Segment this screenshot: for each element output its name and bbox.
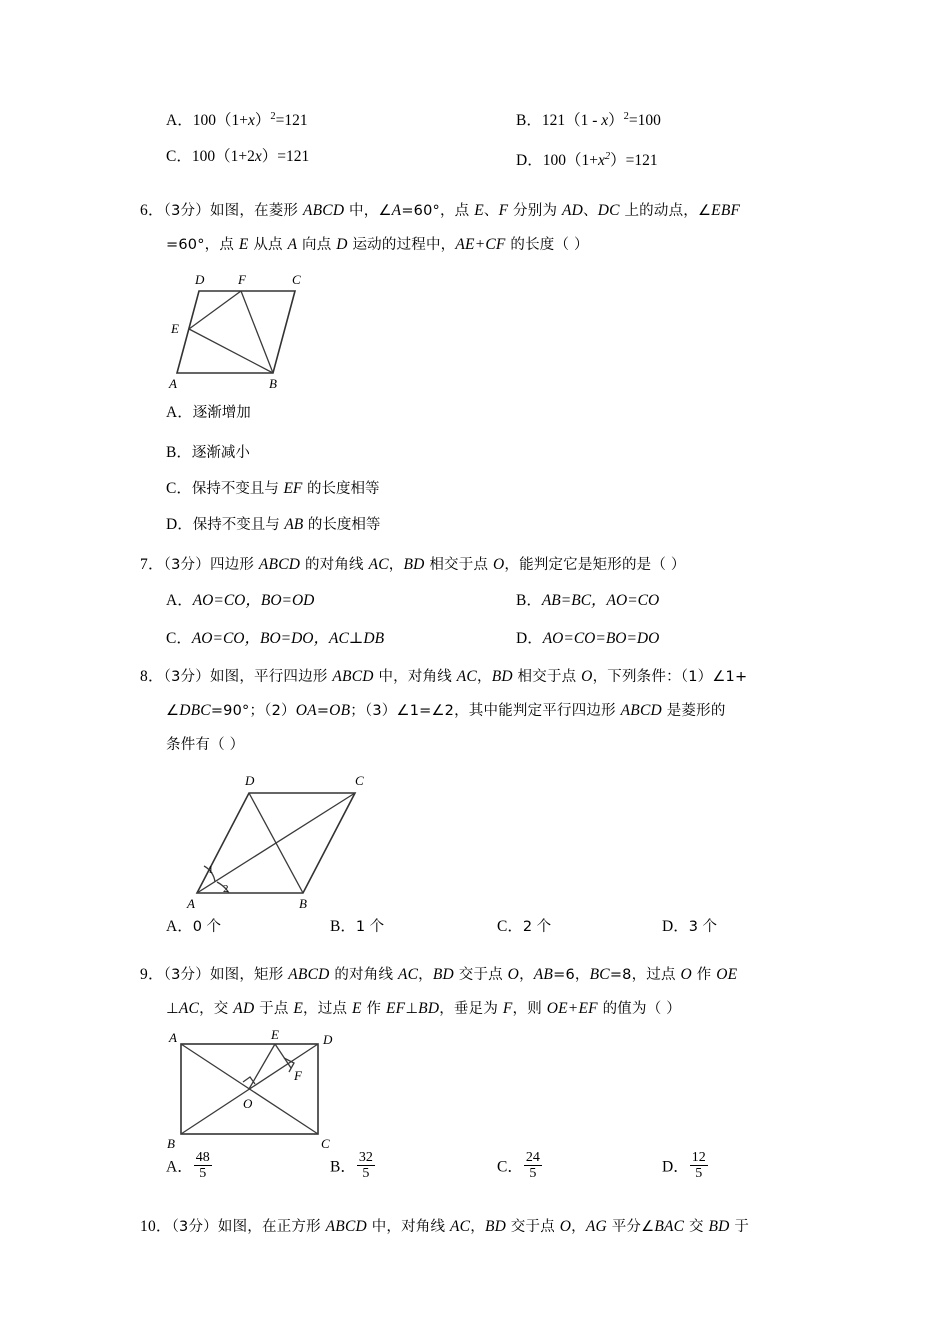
- q8-label-angle2: 2: [223, 883, 229, 895]
- q9-label-C: C: [321, 1136, 330, 1150]
- q5-option-a-label: A．: [166, 112, 193, 130]
- q9-option-d-fraction: $\frac{12}{5}$: [691, 1150, 706, 1181]
- q5-option-c[interactable]: [166, 142, 309, 172]
- q5-option-b-exponent: 2: [623, 111, 629, 122]
- q5-option-c-lead: 100（1+2: [191, 148, 255, 165]
- q9-points: （3分）: [163, 967, 210, 983]
- q9-option-b[interactable]: B． $\frac{32}{5}$: [330, 1150, 373, 1181]
- q8-option-c[interactable]: C．2 个: [497, 918, 552, 935]
- q6-figure-rhombus: [155, 265, 325, 390]
- q5-option-d-tail: =121: [625, 152, 658, 170]
- q5-option-b-label: B．: [516, 112, 542, 130]
- q9-label-B: B: [167, 1136, 175, 1150]
- q9-option-a-fraction: $\frac{48}{5}$: [195, 1150, 210, 1181]
- q8-option-d[interactable]: D．3 个: [662, 918, 718, 935]
- q5-option-c-label: C．: [166, 148, 192, 165]
- q8-option-a[interactable]: A．0 个: [166, 918, 222, 935]
- q9-figure-rectangle: [163, 1030, 348, 1150]
- q8-label-A: A: [187, 896, 195, 910]
- q5-option-c-var: x: [254, 148, 262, 165]
- q9-label-O: O: [243, 1096, 253, 1111]
- q7-option-a[interactable]: A．AO=CO，BO=OD: [166, 592, 315, 609]
- q7-points: （3分）: [163, 557, 210, 573]
- q9-number: 9．: [140, 966, 164, 983]
- q5-option-a-lead: 100（1+: [192, 112, 248, 130]
- q9-option-c[interactable]: C． $\frac{24}{5}$: [497, 1150, 540, 1181]
- q6-option-d[interactable]: D．保持不变且与 AB 的长度相等: [166, 516, 381, 533]
- q6-label-D: D: [195, 272, 205, 287]
- q8-label-angle1: 1: [208, 864, 214, 876]
- q9-option-c-fraction: $\frac{24}{5}$: [525, 1150, 540, 1181]
- q7-option-b[interactable]: B．AB=BC，AO=CO: [516, 592, 660, 609]
- q8-label-B: B: [299, 896, 307, 910]
- q9-option-b-fraction: $\frac{32}{5}$: [358, 1150, 373, 1181]
- q5-option-c-close: ）: [261, 148, 278, 165]
- q6-label-B: B: [269, 376, 277, 390]
- q6-label-A: A: [169, 376, 177, 390]
- q5-option-a-close: ）: [254, 112, 271, 130]
- q7-number: 7．: [140, 556, 164, 573]
- q5-option-b-tail: =100: [628, 112, 661, 130]
- q9-label-D: D: [323, 1032, 333, 1047]
- q6-option-b[interactable]: B．逐渐减小: [166, 444, 250, 461]
- q6-label-E: E: [171, 321, 179, 336]
- q5-option-d-var: x: [597, 152, 605, 170]
- q8-label-D: D: [245, 773, 255, 788]
- q8-label-C: C: [355, 773, 364, 788]
- q9-stem-line1: 9．（3分）如图，矩形 ABCD 的对角线 AC，BD 交于点 O，AB=6，BC=8，过点 O 作 OE: [140, 966, 738, 983]
- q8-stem-line2: ∠DBC=90°；（2）OA=OB；（3）∠1=∠2，其中能判定平行四边形 ABCD 是菱形的: [166, 702, 726, 719]
- q8-points: （3分）: [163, 669, 210, 685]
- q5-option-a[interactable]: [166, 102, 308, 136]
- q8-number: 8．: [140, 668, 164, 685]
- q6-option-a[interactable]: A．逐渐增加: [166, 404, 251, 421]
- q5-option-d-lead: 100（1+: [542, 152, 598, 170]
- q10-points: （3分）: [171, 1219, 218, 1235]
- q6-option-c[interactable]: C．保持不变且与 EF 的长度相等: [166, 480, 380, 497]
- q10-stem-line1: 10．（3分）如图，在正方形 ABCD 中，对角线 AC，BD 交于点 O，AG 平分∠BAC 交 BD 于: [140, 1218, 750, 1235]
- q5-option-b-lead: 121（1 -: [541, 112, 602, 130]
- q5-option-c-tail: =121: [277, 148, 310, 165]
- q5-option-d-close: ）: [610, 152, 626, 170]
- q8-option-b[interactable]: B．1 个: [330, 918, 385, 935]
- q10-number: 10．: [140, 1218, 172, 1235]
- q5-option-a-var: x: [247, 112, 255, 130]
- q8-stem-line1: 8．（3分）如图，平行四边形 ABCD 中，对角线 AC，BD 相交于点 O，下列条件：（1）∠1+: [140, 668, 748, 685]
- q6-stem-line1: 6．（3分）如图，在菱形 ABCD 中，∠A=60°，点 E、F 分别为 AD、DC 上的动点，∠EBF: [140, 202, 741, 219]
- q9-label-E: E: [271, 1030, 279, 1042]
- q5-option-d-exponent: 2: [604, 151, 611, 162]
- q5-option-d-label: D．: [516, 152, 543, 170]
- q9-label-A: A: [169, 1030, 177, 1045]
- q6-number: 6．: [140, 202, 164, 219]
- q5-option-b-close: ）: [608, 112, 624, 130]
- q9-option-a[interactable]: A． $\frac{48}{5}$: [166, 1150, 210, 1181]
- q7-option-c[interactable]: C．AO=CO，BO=DO，AC⊥DB: [166, 630, 385, 647]
- q7-stem-line1: 7．（3分）四边形 ABCD 的对角线 AC，BD 相交于点 O，能判定它是矩形的是（ ）: [140, 556, 686, 573]
- q6-points: （3分）: [163, 203, 210, 219]
- q6-label-C: C: [292, 272, 301, 287]
- q9-stem-line2: ⊥AC，交 AD 于点 E，过点 E 作 EF⊥BD，垂足为 F，则 OE+EF 的值为（ ）: [166, 1000, 681, 1017]
- q8-figure-parallelogram: [185, 765, 385, 910]
- q7-option-d[interactable]: D．AO=CO=BO=DO: [516, 630, 660, 647]
- q9-option-d[interactable]: D． $\frac{12}{5}$: [662, 1150, 706, 1181]
- q5-option-a-exponent: 2: [270, 111, 276, 122]
- q6-label-F: F: [238, 272, 246, 287]
- q5-option-b-var: x: [601, 112, 609, 130]
- q9-label-F: F: [294, 1068, 302, 1083]
- q5-option-a-tail: =121: [275, 112, 308, 130]
- q6-stem-line2: =60°，点 E 从点 A 向点 D 运动的过程中，AE+CF 的长度（ ）: [166, 236, 589, 253]
- q5-option-d[interactable]: [516, 142, 658, 176]
- q5-option-b[interactable]: [516, 102, 661, 136]
- q8-stem-line3: 条件有（ ）: [166, 737, 245, 753]
